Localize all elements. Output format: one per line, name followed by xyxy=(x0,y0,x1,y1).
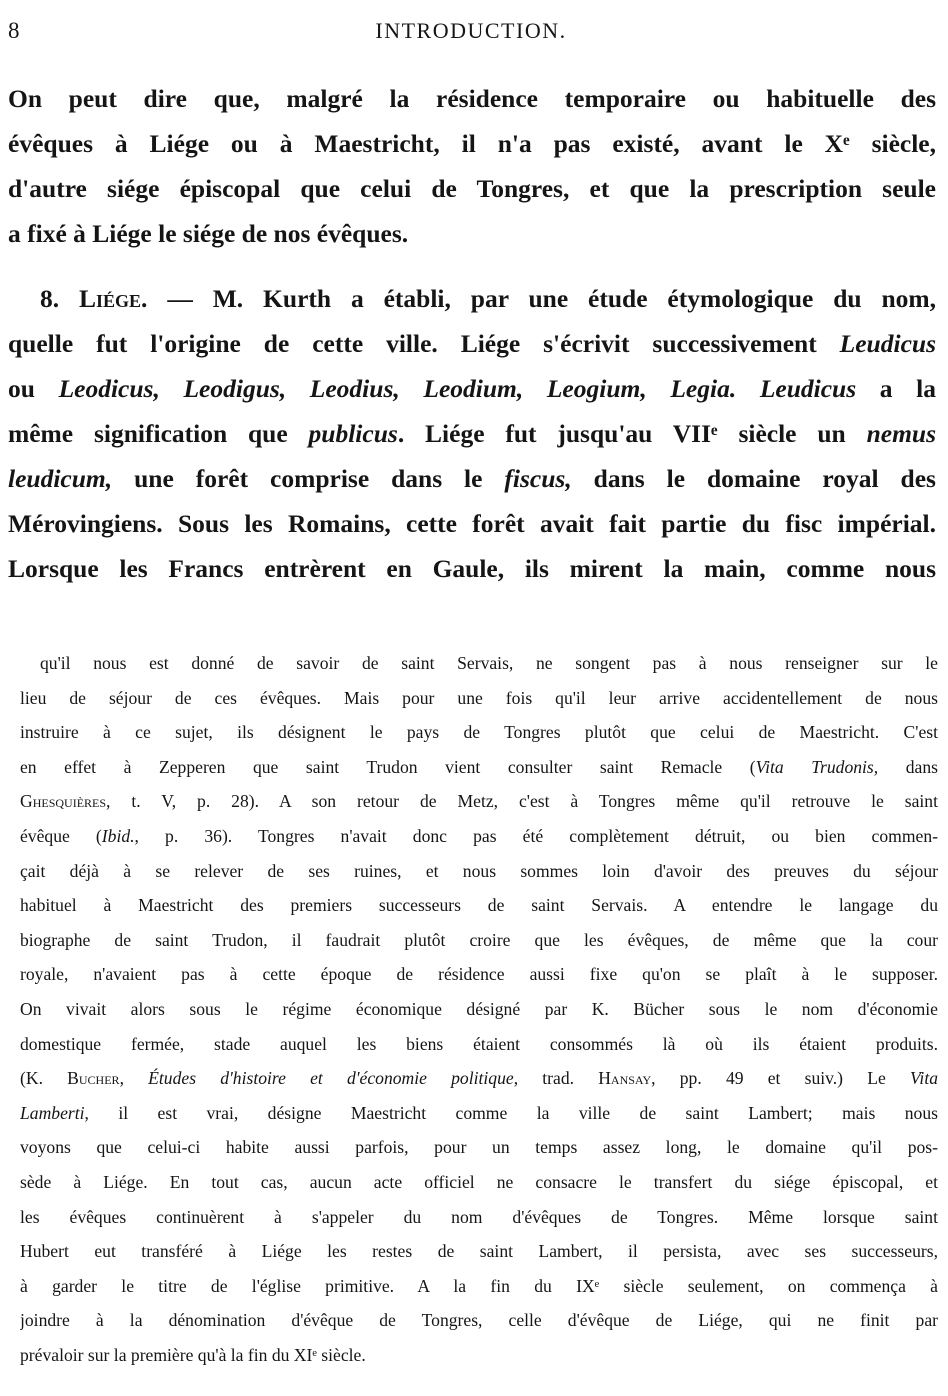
running-title: INTRODUCTION. xyxy=(375,18,567,43)
footnote-line: sède à Liége. En tout cas, aucun acte officiel ne consacre le transfert du siége épiscopal, et xyxy=(20,1171,938,1192)
text-line: a fixé à Liége le siége de nos évêques. xyxy=(8,219,409,248)
footnote-line: royale, n'avaient pas à cette époque de résidence aussi fixe qu'on se plaît à le supposer. xyxy=(20,964,938,985)
text-line: Lorsque les Francs entrèrent en Gaule, ils mirent la main, comme nous xyxy=(8,554,936,583)
footnote-line: Ghesquières, t. V, p. 28). A son retour de Metz, c'est à Tongres même qu'il retrouve le saint xyxy=(20,791,938,812)
page-number: 8 xyxy=(8,18,20,43)
footnote-line: évêque (Ibid., p. 36). Tongres n'avait donc pas été complètement détruit, ou bien commen- xyxy=(20,825,938,846)
footnote-line: en effet à Zepperen que saint Trudon vient consulter saint Remacle (Vita Trudonis, dans xyxy=(20,756,938,777)
footnote-line: biographe de saint Trudon, il faudrait plutôt croire que les évêques, de même que la cour xyxy=(20,929,938,950)
section-number: 8. xyxy=(40,284,60,313)
footnote-line: Hubert eut transféré à Liége les restes de saint Lambert, il persista, avec ses successeurs, xyxy=(20,1241,938,1262)
text-line: ou Leodicus, Leodigus, Leodius, Leodium, Leogium, Legia. Leudicus a la xyxy=(8,374,936,403)
paragraph-2 xyxy=(8,276,936,591)
text-line: quelle fut l'origine de cette ville. Liége s'écrivit successivement Leudicus xyxy=(8,329,936,358)
footnote-line: habituel à Maestricht des premiers successeurs de saint Servais. A entendre le langage du xyxy=(20,895,938,916)
footnote-line: joindre à la dénomination d'évêque de Tongres, celle d'évêque de Liége, qui ne finit par xyxy=(20,1310,938,1331)
footnote-line: voyons que celui-ci habite aussi parfois, pour un temps assez long, le domaine qu'il pos- xyxy=(20,1137,938,1158)
footnote xyxy=(20,646,938,1372)
section-heading: Liége. xyxy=(79,284,148,313)
text-line: même signification que publicus. Liége fut jusqu'au VIIᵉ siècle un nemus xyxy=(8,419,936,448)
footnote-line: à garder le titre de l'église primitive. A la fin du IXᵉ siècle seulement, on commença à xyxy=(20,1275,938,1296)
text-line: leudicum, une forêt comprise dans le fiscus, dans le domaine royal des xyxy=(8,464,936,493)
text-line: d'autre siége épiscopal que celui de Tongres, et que la prescription seule xyxy=(8,174,936,203)
text-line: Mérovingiens. Sous les Romains, cette forêt avait fait partie du fisc impérial. xyxy=(8,509,936,538)
footnote-line: instruire à ce sujet, ils désignent le pays de Tongres plutôt que celui de Maestricht. C'est xyxy=(20,722,938,743)
text-line: On peut dire que, malgré la résidence temporaire ou habituelle des xyxy=(8,84,936,113)
footnote-line: çait déjà à se relever de ses ruines, et nous sommes loin d'avoir des preuves du séjour xyxy=(20,860,938,881)
footnote-line: Lamberti, il est vrai, désigne Maestricht comme la ville de saint Lambert; mais nous xyxy=(20,1102,938,1123)
text-line: 8. Liége. — M. Kurth a établi, par une étude étymologique du nom, xyxy=(40,284,936,313)
footnote-line: domestique fermée, stade auquel les biens étaient consommés là où ils étaient produits. xyxy=(20,1033,938,1054)
footnote-line: qu'il nous est donné de savoir de saint Servais, ne songent pas à nous renseigner sur le xyxy=(40,653,938,673)
page-header xyxy=(8,16,934,48)
text-line: évêques à Liége ou à Maestricht, il n'a pas existé, avant le Xᵉ siècle, xyxy=(8,129,936,158)
footnote-line: lieu de séjour de ces évêques. Mais pour une fois qu'il leur arrive accidentellement de nous xyxy=(20,687,938,708)
footnote-line: les évêques continuèrent à s'appeler du nom d'évêques de Tongres. Même lorsque saint xyxy=(20,1206,938,1227)
paragraph-1 xyxy=(8,76,936,256)
footnote-line: prévaloir sur la première qu'à la fin du XIᵉ siècle. xyxy=(20,1344,366,1365)
footnote-line: (K. Bucher, Études d'histoire et d'économie politique, trad. Hansay, pp. 49 et suiv.) Le Vita xyxy=(20,1068,938,1089)
footnote-line: On vivait alors sous le régime économique désigné par K. Bücher sous le nom d'économie xyxy=(20,998,938,1019)
